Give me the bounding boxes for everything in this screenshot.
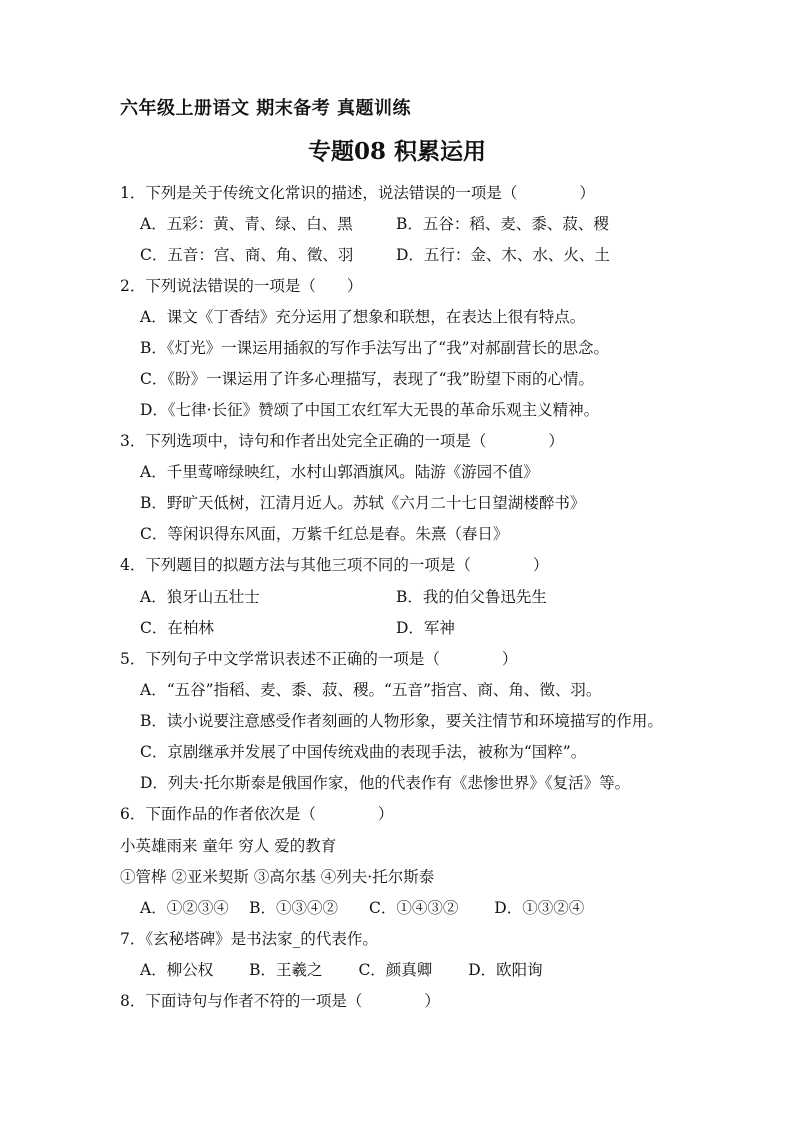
option-line: C．等闲识得东风面，万紫千红总是春。朱熹（春日》 [140, 525, 509, 543]
question-line: 2．下列说法错误的一项是（ ） [120, 277, 363, 295]
option-line: A．“五谷”指稻、麦、黍、菽、稷。“五音”指宫、商、角、徵、羽。 [140, 681, 602, 699]
option-line: A．①②③④ B．①③④② C．①④③② D．①③②④ [140, 899, 585, 917]
option-line: A．狼牙山五壮士 [140, 588, 260, 606]
option-line: B．野旷天低树，江清月近人。苏轼《六月二十七日望湖楼醉书》 [140, 494, 586, 512]
question-line: ①管桦 ②亚米契斯 ③高尔基 ④列夫·托尔斯泰 [120, 868, 435, 886]
option-line: C．五音：宫、商、角、徵、羽 [140, 246, 354, 264]
document-header: 六年级上册语文 期末备考 真题训练 [120, 98, 412, 119]
option-line: B．《灯光》一课运用插叙的写作手法写出了“我”对郝副营长的思念。 [140, 339, 609, 357]
option-line: A．千里莺啼绿映红，水村山郭酒旗风。陆游《游园不值》 [140, 463, 539, 481]
question-line: 小英雄雨来 童年 穷人 爱的教育 [120, 837, 337, 855]
question-line: 6．下面作品的作者依次是（ ） [120, 805, 394, 823]
option-line: D．《七律·长征》赞颂了中国工农红军大无畏的革命乐观主义精神。 [140, 401, 600, 419]
option-line: A．柳公权 B．王羲之 C．颜真卿 D．欧阳询 [140, 961, 543, 979]
option-line: B．五谷：稻、麦、黍、菽、稷 [396, 215, 609, 233]
question-line: 4．下列题目的拟题方法与其他三项不同的一项是（ ） [120, 556, 549, 574]
option-line: C．京剧继承并发展了中国传统戏曲的表现手法，被称为“国粹”。 [140, 743, 587, 761]
option-line: D．军神 [396, 619, 455, 637]
option-line: C．在柏林 [140, 619, 214, 637]
option-line: B．我的伯父鲁迅先生 [396, 588, 547, 606]
document-title: 专题08 积累运用 [307, 138, 486, 165]
option-line: D．列夫·托尔斯泰是俄国作家，他的代表作有《悲惨世界》《复活》等。 [140, 774, 631, 792]
option-line: B．读小说要注意感受作者刻画的人物形象，要关注情节和环境描写的作用。 [140, 712, 663, 730]
question-line: 8．下面诗句与作者不符的一项是（ ） [120, 992, 440, 1010]
question-line: 3．下列选项中，诗句和作者出处完全正确的一项是（ ） [120, 432, 564, 450]
question-line: 5．下列句子中文学常识表述不正确的一项是（ ） [120, 650, 518, 668]
option-line: A．五彩：黄、青、绿、白、黑 [140, 215, 353, 233]
option-line: C．《盼》一课运用了许多心理描写，表现了“我”盼望下雨的心情。 [140, 370, 594, 388]
question-line: 1．下列是关于传统文化常识的描述，说法错误的一项是（ ） [120, 184, 595, 202]
option-line: D．五行：金、木、水、火、土 [396, 246, 610, 264]
question-line: 7．《玄秘塔碑》是书法家_的代表作。 [120, 930, 378, 948]
option-line: A．课文《丁香结》充分运用了想象和联想，在表达上很有特点。 [140, 308, 586, 326]
